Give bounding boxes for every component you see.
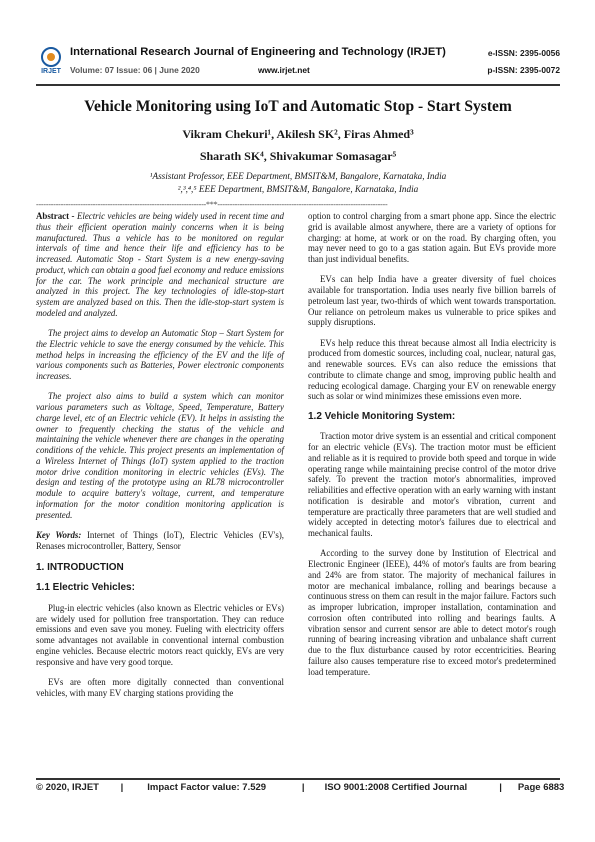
heading-electric-vehicles: 1.1 Electric Vehicles:	[36, 582, 135, 593]
affiliation-2: ²,³,⁴,⁵ EEE Department, BMSIT&M, Bangalore, Karnataka, India	[177, 184, 419, 194]
authors-line-1: Vikram Chekuri¹, Akilesh SK², Firas Ahmed³	[182, 127, 414, 141]
footer-divider: |	[301, 782, 305, 793]
paper-title: Vehicle Monitoring using IoT and Automatic Stop - Start System	[84, 98, 512, 115]
section-separator: ---------------------------------------------------------------------***---------------------------------------------------------------------	[36, 200, 388, 209]
abstract-text-1: Electric vehicles are being widely used in recent time and thus their efficient operation mainly concerns when it is being manufactured. Thus a vehicle has to be monitored on regular intervals of time and hence their life and efficiency has to be increased. Automatic Stop - Start System is a new energy-saving product, which can obtain a good fuel economy and reduce emissions for the car. The work principle and mechanical structure are analyzed in this project. The key technologies of idle-stop-start system are analyzed based on this. Then the idle-stop-start system is modeled and analyzed.	[36, 211, 284, 318]
keywords-text: Internet of Things (IoT), Electric Vehicles (EV's), Renases microcontroller, Battery, Sensor	[36, 529, 285, 551]
footer-copyright: © 2020, IRJET	[36, 782, 99, 793]
footer-iso: ISO 9001:2008 Certified Journal	[324, 782, 468, 793]
journal-website[interactable]: www.irjet.net	[258, 65, 310, 75]
journal-header	[36, 44, 560, 84]
footer-rule	[36, 778, 560, 780]
abstract-paragraph-2: The project aims to develop an Automatic Stop – Start System for the Electric vehicle to save the energy consumed by the vehicle. This method helps in increasing the efficiency of the EV and the life of various components such as Batteries, Power electronic components increases.	[36, 328, 284, 381]
p-issn: p-ISSN: 2395-0072	[487, 65, 560, 75]
volume-issue: Volume: 07 Issue: 06 | June 2020	[70, 65, 200, 75]
ev-paragraph-1: Plug-in electric vehicles (also known as Electric vehicles or EVs) are widely used for pollution free transportation. They can reduce emissions and even save you money. Fueling with electricity offers some advantages not available in conventional internal combustion engine vehicles. Because electric motors react quickly, EVs are very responsive and have very good torque.	[36, 602, 284, 667]
right-paragraph-5: According to the survey done by Institution of Electrical and Electronic Engineer (IEEE), 44% of motor's faults are from bearing and 24% are from stator. The majority of mechanical failures in motor are mechanical imbalance, rolling and bearings because a continuous stress on them can result in the major failure. Factors such as improper lubrication, improper installation, contamination and corrosion often contributed into rolling and bearings faults. A vibration sensor and current sensor are able to detect motor's rough running of bearing increasing vibration and unbalance shaft current due to the flux disturbance caused by rotor eccentricities. Bearing failure also causes temperature rise to exceed motor's predetermined load temperature.	[308, 548, 556, 677]
heading-introduction: 1. INTRODUCTION	[36, 562, 124, 574]
affiliation-1: ¹Assistant Professor, EEE Department, BMSIT&M, Bangalore, Karnataka, India	[149, 171, 447, 181]
left-column	[36, 211, 284, 708]
header-rule	[36, 84, 560, 86]
keywords-paragraph	[36, 530, 284, 552]
footer-impact-factor: Impact Factor value: 7.529	[147, 782, 267, 793]
irjet-logo	[36, 46, 66, 80]
heading-vehicle-monitoring: 1.2 Vehicle Monitoring System:	[308, 410, 456, 422]
page-footer	[36, 782, 565, 793]
abstract-label: Abstract -	[36, 211, 75, 221]
journal-title: International Research Journal of Engineering and Technology (IRJET)	[70, 46, 446, 58]
footer-page-number: Page 6883	[517, 782, 565, 793]
right-paragraph-3: EVs help reduce this threat because almost all India electricity is produced from domestic sources, including coal, nuclear, natural gas, and renewable sources. EVs can also reduce the emissions that contribute to climate change and smog, improving public health and reducing ecological damage. Charging your EV on renewable energy such as solar or wind minimizes these emissions even more.	[308, 337, 556, 402]
authors-line-2: Sharath SK⁴, Shivakumar Somasagar⁵	[199, 149, 397, 163]
right-paragraph-1: option to control charging from a smart phone app. Since the electric grid is available almost anywhere, there are a variety of options for charging: at home, at work or on the road. By charging often, you may never need to go to a gas station again. But EVs provide more than just individual benefits.	[308, 211, 556, 264]
keywords-label: Key Words:	[36, 529, 82, 540]
ev-paragraph-2: EVs are often more digitally connected than conventional vehicles, with many EV charging stations providing the	[36, 676, 284, 698]
right-paragraph-4: Traction motor drive system is an essential and critical component for an electric vehicle (EVs). The traction motor must be efficient and reliable as it is required to provide both speed and torque in wide operating range while maintaining precise control of the motor drive safely. To prevent the traction motor's abnormalities, improved reliabilities and effective operation with an early warning with instant notification is desirable and motor's vibration, current and temperature are practically three parameters that are well studied and widely accepted in detecting motor's failures due to electrical and mechanical faults.	[308, 431, 556, 538]
right-column	[308, 211, 556, 687]
right-paragraph-2: EVs can help India have a greater diversity of fuel choices available for transportation. India uses nearly five billion barrels of petroleum last year, two-thirds of which went towards transportation. Our reliance on petroleum makes us vulnerable to price spikes and supply disruptions.	[308, 274, 556, 328]
logo-text: IRJET	[41, 68, 61, 75]
e-issn: e-ISSN: 2395-0056	[487, 48, 560, 58]
abstract-paragraph-3: The project also aims to build a system which can monitor various parameters such as Voltage, Speed, Temperature, Battery charge level, etc of an Electric vehicle (EV). It helps in assisting the owner to frequently checking the status of the vehicle and maintaining the vehicle whenever there are changes in the operating conditions of the vehicle. This project presents an implementation of a Wireless Internet of Things (IoT) system applied to the traction motor drive condition monitoring in electric vehicles (EVs). The design and testing of the prototype using an RL78 microcontroller module to acquire battery's voltage, current, and temperature information for the motor condition monitoring application is presented.	[36, 391, 284, 520]
footer-divider: |	[499, 782, 502, 793]
abstract-paragraph-1	[36, 211, 284, 319]
footer-divider: |	[120, 782, 124, 793]
